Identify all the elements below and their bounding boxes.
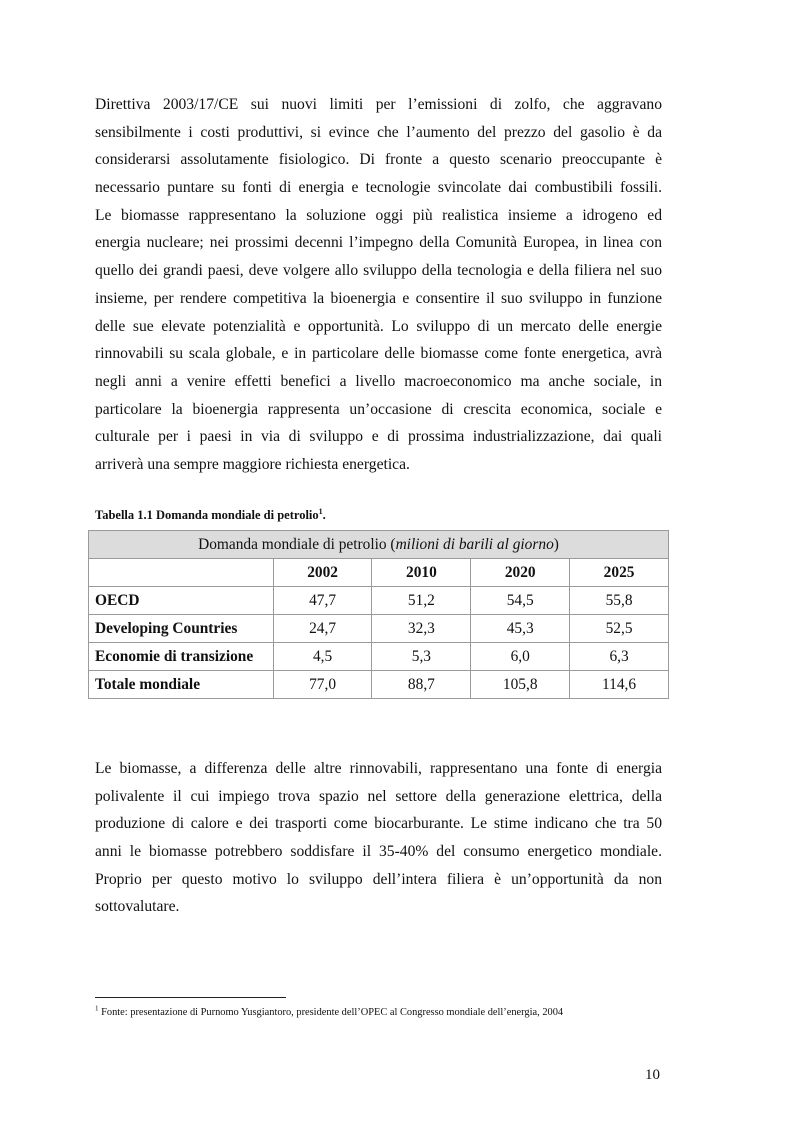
paragraph-2-line: anni le biomasse potrebbero soddisfare il 35-40% del consumo energetico mondiale. [95,843,662,861]
footnote-text: Fonte: presentazione di Purnomo Yusgiantoro, presidente dell’OPEC al Congresso mondiale dell’energia, 2004 [98,1007,564,1018]
paragraph-1-line: Direttiva 2003/17/CE sui nuovi limiti per l’emissioni di zolfo, che aggravano [95,96,662,113]
table-title-prefix: Domanda mondiale di petrolio ( [198,535,396,553]
table-title [89,531,669,559]
table-title-unit: milioni di barili al giorno [395,535,554,553]
table-row-label: Economie di transizione [89,643,274,671]
paragraph-1-line: particolare la bioenergia rappresenta un’occasione di crescita economica, sociale e [95,400,662,418]
paragraph-1-line: culturale per i paesi in via di sviluppo e di prossima industrializzazione, dai quali [95,428,662,446]
paragraph-1-line: necessario puntare su fonti di energia e tecnologie svincolate dai combustibili fossili. [95,179,662,197]
paragraph-1-line: negli anni a venire effetti benefici a livello macroeconomico ma anche sociale, in [95,372,662,390]
paragraph-1-line: considerarsi assolutamente fisiologico. Di fronte a questo scenario preoccupante è [95,151,662,169]
body-paragraph-1 [95,91,662,479]
table-row [89,671,669,699]
table-caption [95,508,326,523]
paragraph-2-line: sottovalutare. [95,898,180,916]
paragraph-2-line: Le biomasse, a differenza delle altre rinnovabili, rappresentano una fonte di energia [95,760,662,777]
table-title-row [89,531,669,559]
table-row-label: OECD [89,587,274,615]
paragraph-1-line: energia nucleare; nei prossimi decenni l’impegno della Comunità Europea, in linea con [95,234,662,252]
table-header-cell: 2002 [273,559,372,587]
table-cell: 77,0 [273,671,372,699]
paragraph-1-line: insieme, per rendere competitiva la bioenergia e consentire il suo sviluppo in funzione [95,289,662,307]
footnote-number: 1 [95,1004,99,1013]
table-cell: 114,6 [570,671,669,699]
table-header-cell: 2025 [570,559,669,587]
paragraph-1-line: sensibilmente i costi produttivi, si evince che l’aumento del prezzo del gasolio è da [95,123,662,141]
table-cell: 5,3 [372,643,471,671]
table-header-cell: 2010 [372,559,471,587]
table-header-cell: 2020 [471,559,570,587]
oil-demand-table [88,530,669,699]
table-cell: 6,0 [471,643,570,671]
paragraph-2-line: Proprio per questo motivo lo sviluppo dell’intera filiera è un’opportunità da non [95,870,662,888]
table-cell: 105,8 [471,671,570,699]
table-cell: 88,7 [372,671,471,699]
paragraph-2-line: polivalente il cui impiego trova spazio nel settore della generazione elettrica, della [95,787,662,805]
paragraph-2-line: produzione di calore e dei trasporti come biocarburante. Le stime indicano che tra 50 [95,815,662,833]
table-header-cell [89,559,274,587]
table-title-suffix: ) [553,535,559,553]
footnote [95,1004,564,1018]
table-cell: 45,3 [471,615,570,643]
paragraph-1-line: arriverà una sempre maggiore richiesta energetica. [95,455,410,473]
footnote-divider [95,997,286,998]
table-header-row [89,559,669,587]
table-cell: 51,2 [372,587,471,615]
table-row-label: Totale mondiale [89,671,274,699]
table-row-label: Developing Countries [89,615,274,643]
body-paragraph-2 [95,755,662,921]
table-cell: 32,3 [372,615,471,643]
table-cell: 24,7 [273,615,372,643]
table-cell: 47,7 [273,587,372,615]
table-caption-footnote-ref: 1 [318,506,323,516]
table-row [89,643,669,671]
table-row [89,587,669,615]
page-number: 10 [645,1067,660,1083]
table-row [89,615,669,643]
table-cell: 54,5 [471,587,570,615]
table-cell: 4,5 [273,643,372,671]
table-cell: 52,5 [570,615,669,643]
table-caption-text: Tabella 1.1 Domanda mondiale di petrolio [95,508,319,522]
table-cell: 6,3 [570,643,669,671]
table-cell: 55,8 [570,587,669,615]
paragraph-1-line: rinnovabili su scala globale, e in particolare delle biomasse come fonte energetica, avrà [95,345,662,363]
paragraph-1-line: Le biomasse rappresentano la soluzione oggi più realistica insieme a idrogeno ed [95,206,662,224]
paragraph-1-line: quello dei grandi paesi, deve volgere allo sviluppo della tecnologia e della filiera nel suo [95,262,662,280]
table-caption-suffix: . [322,508,326,522]
paragraph-1-line: delle sue elevate potenzialità e opportunità. Lo sviluppo di un mercato delle energie [95,317,662,335]
